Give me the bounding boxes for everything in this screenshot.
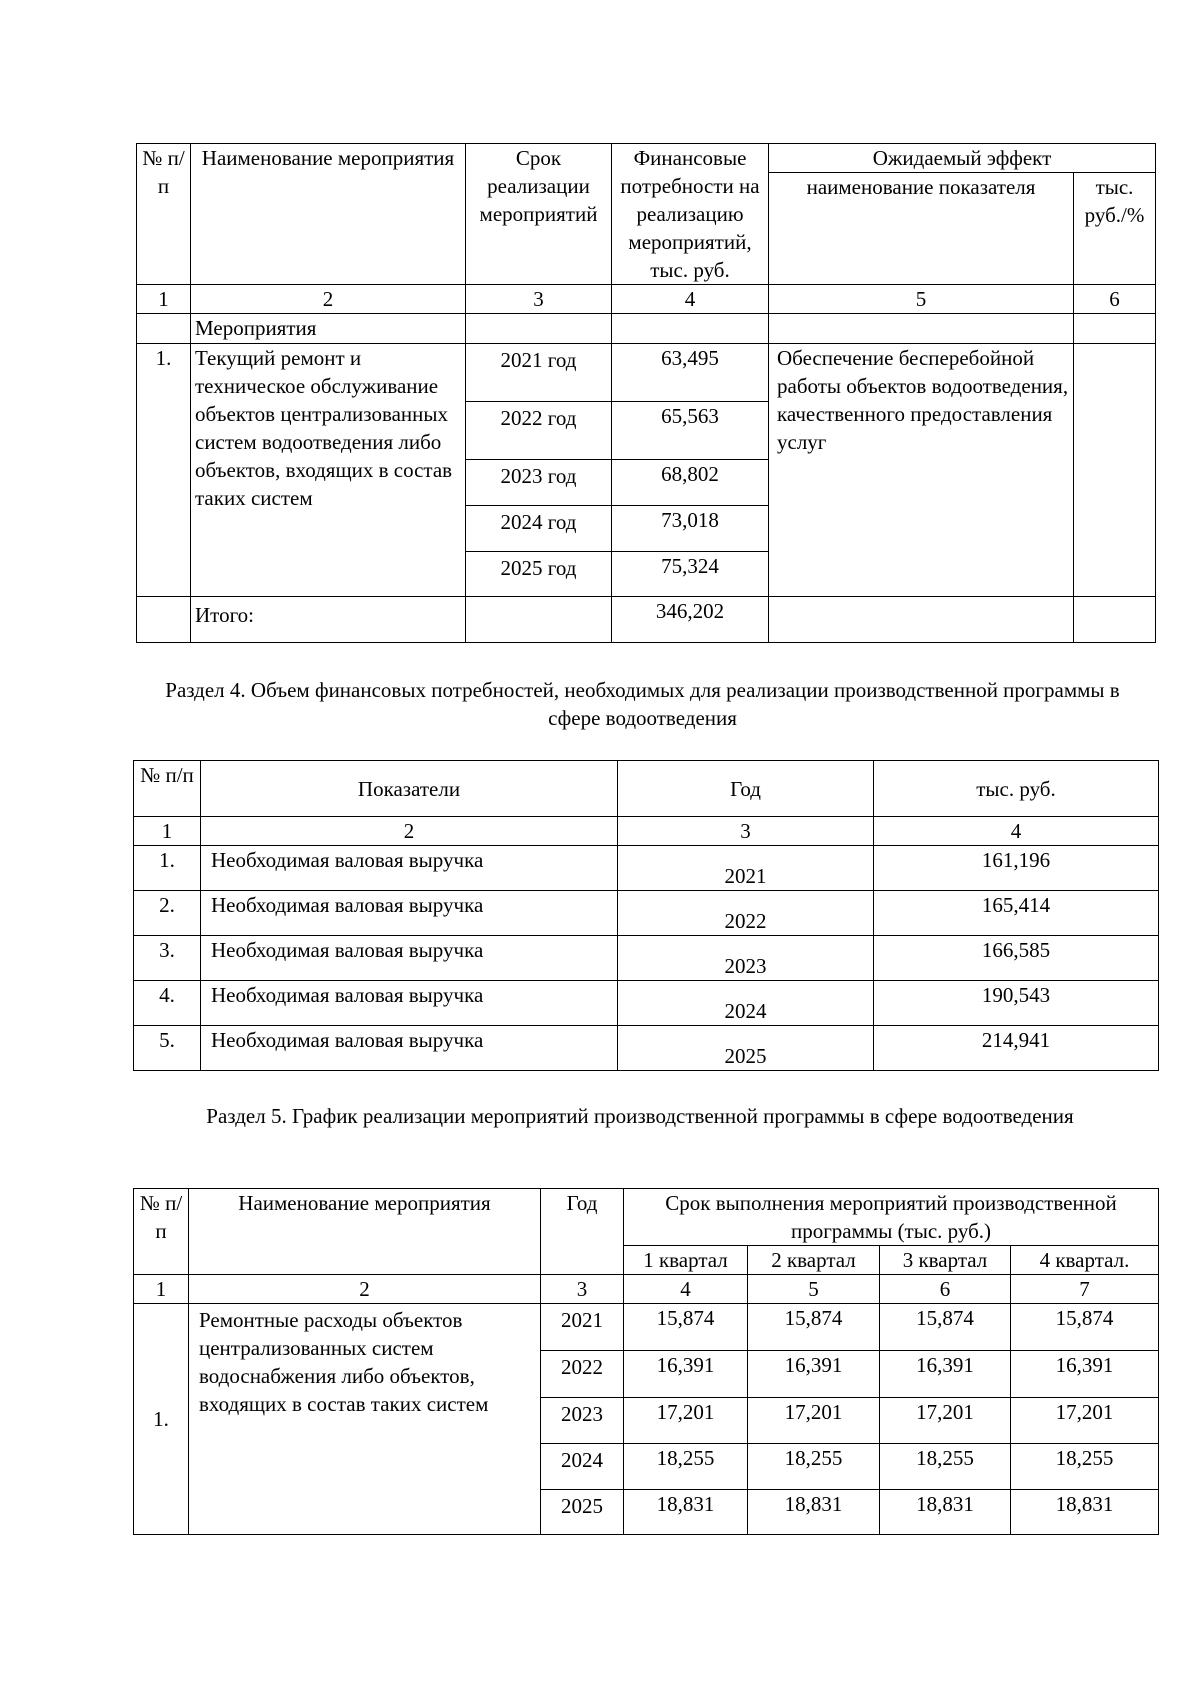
row-number: 3.: [134, 936, 201, 981]
col-num-header: № п/п: [137, 144, 191, 285]
row-number: 5.: [134, 1026, 201, 1071]
quarter-value: 18,831: [1011, 1490, 1159, 1535]
col-number: 6: [1074, 285, 1156, 314]
col-number: 2: [191, 285, 466, 314]
quarter-value: 18,831: [880, 1490, 1011, 1535]
col-q2-header: 2 квартал: [748, 1246, 880, 1275]
quarter-value: 17,201: [880, 1398, 1011, 1444]
row-value: 161,196: [874, 846, 1159, 891]
col-number: 4: [624, 1275, 748, 1304]
revenue-table: [133, 760, 1159, 1071]
col-number: 1: [137, 285, 191, 314]
row-indicator: Необходимая валовая выручка: [201, 891, 618, 936]
table-row: [134, 1026, 1159, 1071]
year-cell: 2021 год: [466, 344, 612, 402]
row-value: 214,941: [874, 1026, 1159, 1071]
col-number: 5: [769, 285, 1074, 314]
col-number: 4: [874, 817, 1159, 846]
col-number: 3: [618, 817, 874, 846]
row-indicator: Необходимая валовая выручка: [201, 936, 618, 981]
section-label: Мероприятия: [191, 314, 466, 344]
quarter-value: 18,255: [624, 1444, 748, 1490]
col-term-header: Срок выполнения мероприятий производственной программы (тыс. руб.): [624, 1189, 1159, 1246]
row-number: 4.: [134, 981, 201, 1026]
col-number: 2: [189, 1275, 541, 1304]
col-q1-header: 1 квартал: [624, 1246, 748, 1275]
table-row: [137, 344, 1156, 402]
quarter-value: 17,201: [624, 1398, 748, 1444]
row-number: 2.: [134, 891, 201, 936]
table-row: [134, 981, 1159, 1026]
row-year: 2021: [541, 1304, 624, 1351]
value-cell: 65,563: [612, 402, 769, 460]
row-year: 2024: [541, 1444, 624, 1490]
row-number: 1.: [134, 846, 201, 891]
quarter-value: 16,391: [1011, 1351, 1159, 1398]
col-number: 4: [612, 285, 769, 314]
col-number: 3: [541, 1275, 624, 1304]
col-indicator-header: наименование показателя: [769, 173, 1074, 285]
value-cell: 68,802: [612, 460, 769, 506]
col-indicators-header: Показатели: [201, 761, 618, 817]
col-number: 3: [466, 285, 612, 314]
section5-heading: Раздел 5. График реализации мероприятий производственной программы в сфере водоотведения: [206, 1104, 1074, 1128]
year-cell: 2024 год: [466, 506, 612, 552]
quarter-value: 16,391: [624, 1351, 748, 1398]
col-number: 1: [134, 1275, 189, 1304]
column-numbers-row: [134, 817, 1159, 846]
quarter-value: 18,255: [748, 1444, 880, 1490]
col-name-header: Наименование мероприятия: [189, 1189, 541, 1275]
row-value: 190,543: [874, 981, 1159, 1026]
table-row: [134, 936, 1159, 981]
row-year: 2021: [618, 846, 874, 891]
quarter-value: 16,391: [748, 1351, 880, 1398]
quarter-value: 15,874: [1011, 1304, 1159, 1351]
col-num-header: № п/п: [134, 1189, 189, 1275]
col-unit-header: тыс. руб./%: [1074, 173, 1156, 285]
quarter-value: 18,831: [748, 1490, 880, 1535]
row-indicator: Необходимая валовая выручка: [201, 846, 618, 891]
value-cell: 63,495: [612, 344, 769, 402]
table-row: [134, 846, 1159, 891]
col-finance-header: Финансовые потребности на реализацию мероприятий, тыс. руб.: [612, 144, 769, 285]
total-row: [137, 597, 1156, 643]
table-row: [134, 1304, 1159, 1351]
col-num-header: № п/п: [134, 761, 201, 817]
schedule-table: [133, 1188, 1159, 1535]
col-value-header: тыс. руб.: [874, 761, 1159, 817]
measure-name: Ремонтные расходы объектов централизованных систем водоснабжения либо объектов, входящих в состав таких систем: [189, 1304, 541, 1535]
quarter-value: 18,255: [880, 1444, 1011, 1490]
row-number: 1.: [137, 344, 191, 597]
col-year-header: Год: [541, 1189, 624, 1275]
row-indicator: Необходимая валовая выручка: [201, 1026, 618, 1071]
row-value: 166,585: [874, 936, 1159, 981]
effect-text: Обеспечение бесперебойной работы объектов водоотведения, качественного предоставления услуг: [769, 344, 1074, 597]
table-row: [134, 891, 1159, 936]
year-cell: 2023 год: [466, 460, 612, 506]
row-year: 2025: [618, 1026, 874, 1071]
row-year: 2025: [541, 1490, 624, 1535]
quarter-value: 15,874: [624, 1304, 748, 1351]
row-year: 2022: [618, 891, 874, 936]
measure-name: Текущий ремонт и техническое обслуживание объектов централизованных систем водоотведения либо объектов, входящих в состав таких систем: [191, 344, 466, 597]
col-number: 5: [748, 1275, 880, 1304]
col-q4-header: 4 квартал.: [1011, 1246, 1159, 1275]
col-number: 2: [201, 817, 618, 846]
row-year: 2022: [541, 1351, 624, 1398]
col-number: 7: [1011, 1275, 1159, 1304]
measures-table: [136, 143, 1156, 643]
col-year-header: Год: [618, 761, 874, 817]
col-q3-header: 3 квартал: [880, 1246, 1011, 1275]
quarter-value: 18,255: [1011, 1444, 1159, 1490]
col-number: 1: [134, 817, 201, 846]
section4-heading: Раздел 4. Объем финансовых потребностей, необходимых для реализации производственной программы в сфере водоотведения: [165, 678, 1120, 730]
row-year: 2024: [618, 981, 874, 1026]
value-cell: 75,324: [612, 552, 769, 597]
row-number: 1.: [134, 1304, 189, 1535]
quarter-value: 15,874: [880, 1304, 1011, 1351]
col-effect-header: Ожидаемый эффект: [769, 144, 1156, 173]
row-year: 2023: [541, 1398, 624, 1444]
quarter-value: 17,201: [1011, 1398, 1159, 1444]
year-cell: 2025 год: [466, 552, 612, 597]
row-value: 165,414: [874, 891, 1159, 936]
col-term-header: Срок реализации мероприятий: [466, 144, 612, 285]
column-numbers-row: [137, 285, 1156, 314]
column-numbers-row: [134, 1275, 1159, 1304]
col-number: 6: [880, 1275, 1011, 1304]
total-value: 346,202: [612, 597, 769, 643]
quarter-value: 18,831: [624, 1490, 748, 1535]
col-name-header: Наименование мероприятия: [191, 144, 466, 285]
total-label: Итого:: [191, 597, 466, 643]
quarter-value: 17,201: [748, 1398, 880, 1444]
quarter-value: 15,874: [748, 1304, 880, 1351]
value-cell: 73,018: [612, 506, 769, 552]
year-cell: 2022 год: [466, 402, 612, 460]
row-indicator: Необходимая валовая выручка: [201, 981, 618, 1026]
row-year: 2023: [618, 936, 874, 981]
quarter-value: 16,391: [880, 1351, 1011, 1398]
